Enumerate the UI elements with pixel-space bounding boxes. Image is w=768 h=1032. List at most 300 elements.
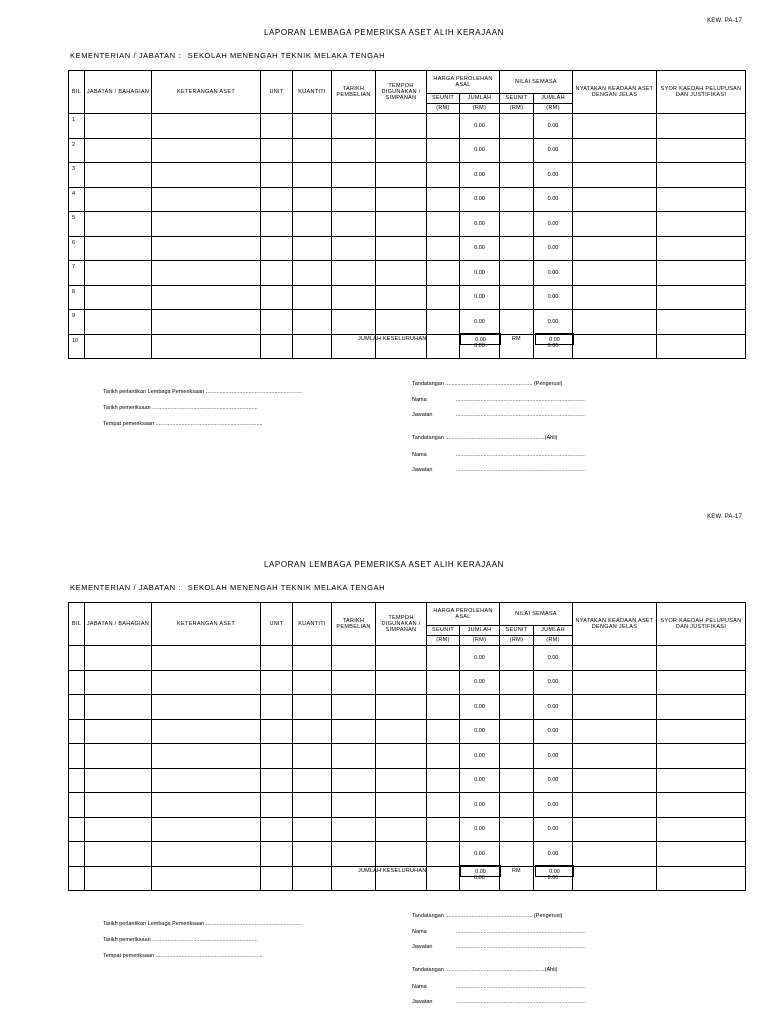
form-page-1 bbox=[0, 0, 768, 500]
form-page-2 bbox=[0, 514, 768, 1032]
cell-jabatan[interactable] bbox=[85, 768, 152, 793]
cell-nilai-seunit[interactable] bbox=[500, 310, 534, 335]
ministry-line bbox=[70, 583, 385, 592]
nama-label: Nama bbox=[412, 452, 427, 458]
cell-unit[interactable] bbox=[261, 695, 293, 720]
cell-keterangan[interactable] bbox=[152, 793, 261, 818]
cell-keterangan[interactable] bbox=[152, 187, 261, 212]
cell-tarikh[interactable] bbox=[332, 163, 376, 188]
cell-nyatakan[interactable] bbox=[573, 138, 657, 163]
tarikh-pemeriksaan: Tarikh pemeriksaan ..................................................................... bbox=[103, 937, 258, 943]
cell-jabatan[interactable] bbox=[85, 817, 152, 842]
col-tarikh: TARIKH PEMBELIAN bbox=[332, 71, 376, 114]
cell-tarikh[interactable] bbox=[332, 768, 376, 793]
cell-nilai-jumlah[interactable]: 0.00 bbox=[534, 138, 573, 163]
cell-nilai-seunit[interactable] bbox=[500, 187, 534, 212]
cell-jabatan[interactable] bbox=[85, 212, 152, 237]
cell-tempoh[interactable] bbox=[376, 793, 427, 818]
cell-bil[interactable]: 6 bbox=[69, 236, 85, 261]
cell-nyatakan[interactable] bbox=[573, 163, 657, 188]
cell-harga-seunit[interactable] bbox=[427, 744, 460, 769]
cell-tarikh[interactable] bbox=[332, 285, 376, 310]
cell-syor[interactable] bbox=[657, 670, 746, 695]
col-rm: (RM) bbox=[460, 104, 500, 114]
cell-nilai-jumlah[interactable]: 0.00 bbox=[534, 744, 573, 769]
nama-line: ..................................................................................... bbox=[456, 984, 586, 990]
cell-harga-seunit[interactable] bbox=[427, 817, 460, 842]
col-rm: (RM) bbox=[500, 636, 534, 646]
cell-kuantiti[interactable] bbox=[293, 842, 332, 867]
cell-nilai-seunit[interactable] bbox=[500, 744, 534, 769]
jawatan-line: ..................................................................................... bbox=[456, 944, 586, 950]
cell-nilai-seunit[interactable] bbox=[500, 719, 534, 744]
cell-harga-jumlah[interactable]: 0.00 bbox=[460, 866, 500, 891]
cell-tempoh[interactable] bbox=[376, 817, 427, 842]
cell-bil[interactable] bbox=[69, 817, 85, 842]
cell-unit[interactable] bbox=[261, 817, 293, 842]
cell-bil[interactable] bbox=[69, 695, 85, 720]
cell-nyatakan[interactable] bbox=[573, 285, 657, 310]
cell-harga-jumlah[interactable]: 0.00 bbox=[460, 236, 500, 261]
asset-table bbox=[68, 602, 746, 891]
cell-jabatan[interactable] bbox=[85, 285, 152, 310]
cell-bil[interactable]: 1 bbox=[69, 114, 85, 139]
cell-syor[interactable] bbox=[657, 212, 746, 237]
col-rm: (RM) bbox=[460, 636, 500, 646]
cell-nyatakan[interactable] bbox=[573, 114, 657, 139]
cell-bil[interactable] bbox=[69, 719, 85, 744]
cell-nilai-seunit[interactable] bbox=[500, 114, 534, 139]
cell-nilai-jumlah[interactable]: 0.00 bbox=[534, 646, 573, 671]
col-bil: BIL bbox=[69, 71, 85, 114]
form-title: LAPORAN LEMBAGA PEMERIKSA ASET ALIH KERAJAAN bbox=[263, 560, 505, 569]
cell-unit[interactable] bbox=[261, 793, 293, 818]
cell-keterangan[interactable] bbox=[152, 670, 261, 695]
cell-jabatan[interactable] bbox=[85, 138, 152, 163]
cell-nilai-jumlah[interactable]: 0.00 bbox=[534, 866, 573, 891]
cell-nilai-jumlah[interactable]: 0.00 bbox=[534, 670, 573, 695]
cell-harga-jumlah[interactable]: 0.00 bbox=[460, 261, 500, 286]
cell-harga-seunit[interactable] bbox=[427, 138, 460, 163]
cell-jabatan[interactable] bbox=[85, 744, 152, 769]
cell-tarikh[interactable] bbox=[332, 187, 376, 212]
cell-tempoh[interactable] bbox=[376, 719, 427, 744]
col-jabatan: JABATAN / BAHAGIAN bbox=[85, 603, 152, 646]
cell-harga-seunit[interactable] bbox=[427, 285, 460, 310]
cell-harga-seunit[interactable] bbox=[427, 768, 460, 793]
cell-unit[interactable] bbox=[261, 719, 293, 744]
cell-harga-seunit[interactable] bbox=[427, 236, 460, 261]
cell-harga-jumlah[interactable]: 0.00 bbox=[460, 646, 500, 671]
cell-tarikh[interactable] bbox=[332, 719, 376, 744]
cell-unit[interactable] bbox=[261, 261, 293, 286]
col-kuantiti: KUANTITI bbox=[293, 71, 332, 114]
cell-kuantiti[interactable] bbox=[293, 695, 332, 720]
ministry-line bbox=[70, 51, 385, 60]
cell-tempoh[interactable] bbox=[376, 695, 427, 720]
cell-nyatakan[interactable] bbox=[573, 744, 657, 769]
total-harga: 0.00 bbox=[460, 333, 501, 345]
cell-kuantiti[interactable] bbox=[293, 138, 332, 163]
tempat-pemeriksaan: Tempat pemeriksaan ...................................................................... bbox=[103, 421, 263, 427]
cell-tempoh[interactable] bbox=[376, 138, 427, 163]
cell-syor[interactable] bbox=[657, 842, 746, 867]
cell-kuantiti[interactable] bbox=[293, 285, 332, 310]
cell-nyatakan[interactable] bbox=[573, 768, 657, 793]
cell-bil[interactable]: 4 bbox=[69, 187, 85, 212]
cell-bil[interactable]: 7 bbox=[69, 261, 85, 286]
cell-bil[interactable]: 5 bbox=[69, 212, 85, 237]
cell-jabatan[interactable] bbox=[85, 646, 152, 671]
cell-nilai-seunit[interactable] bbox=[500, 138, 534, 163]
tarikh-perlantikan: Tarikh perlantikan Lembaga Pemeriksaan ............................................................... bbox=[103, 389, 302, 395]
cell-syor[interactable] bbox=[657, 744, 746, 769]
nama-line: ..................................................................................... bbox=[456, 397, 586, 403]
cell-tempoh[interactable] bbox=[376, 744, 427, 769]
cell-harga-jumlah[interactable]: 0.00 bbox=[460, 334, 500, 359]
cell-tempoh[interactable] bbox=[376, 842, 427, 867]
cell-keterangan[interactable] bbox=[152, 768, 261, 793]
cell-nilai-seunit[interactable] bbox=[500, 670, 534, 695]
jawatan-line: ..................................................................................... bbox=[456, 412, 586, 418]
cell-unit[interactable] bbox=[261, 744, 293, 769]
nama-label: Nama bbox=[412, 984, 427, 990]
nama-line: ..................................................................................... bbox=[456, 929, 586, 935]
cell-keterangan[interactable] bbox=[152, 163, 261, 188]
cell-tempoh[interactable] bbox=[376, 768, 427, 793]
cell-keterangan[interactable] bbox=[152, 842, 261, 867]
cell-bil[interactable]: 10 bbox=[69, 334, 85, 359]
table-row bbox=[69, 236, 746, 261]
cell-tempoh[interactable] bbox=[376, 212, 427, 237]
cell-nyatakan[interactable] bbox=[573, 670, 657, 695]
cell-tarikh[interactable] bbox=[332, 793, 376, 818]
cell-nyatakan[interactable] bbox=[573, 842, 657, 867]
cell-unit[interactable] bbox=[261, 236, 293, 261]
cell-tarikh[interactable] bbox=[332, 744, 376, 769]
table-row bbox=[69, 261, 746, 286]
cell-syor[interactable] bbox=[657, 261, 746, 286]
form-ref: KEW. PA-17 bbox=[707, 18, 742, 24]
cell-harga-seunit[interactable] bbox=[427, 212, 460, 237]
cell-nyatakan[interactable] bbox=[573, 236, 657, 261]
cell-nilai-seunit[interactable] bbox=[500, 768, 534, 793]
cell-harga-jumlah[interactable]: 0.00 bbox=[460, 793, 500, 818]
asset-table bbox=[68, 70, 746, 359]
cell-syor[interactable] bbox=[657, 236, 746, 261]
cell-nilai-jumlah[interactable]: 0.00 bbox=[534, 334, 573, 359]
cell-unit[interactable] bbox=[261, 285, 293, 310]
cell-keterangan[interactable] bbox=[152, 261, 261, 286]
cell-nilai-jumlah[interactable]: 0.00 bbox=[534, 695, 573, 720]
cell-harga-seunit[interactable] bbox=[427, 719, 460, 744]
cell-nyatakan[interactable] bbox=[573, 646, 657, 671]
jawatan-label: Jawatan bbox=[412, 999, 433, 1005]
cell-nilai-jumlah[interactable]: 0.00 bbox=[534, 793, 573, 818]
table-row bbox=[69, 285, 746, 310]
cell-syor[interactable] bbox=[657, 138, 746, 163]
cell-jabatan[interactable] bbox=[85, 310, 152, 335]
cell-jabatan[interactable] bbox=[85, 719, 152, 744]
cell-tarikh[interactable] bbox=[332, 236, 376, 261]
cell-jabatan[interactable] bbox=[85, 842, 152, 867]
cell-kuantiti[interactable] bbox=[293, 261, 332, 286]
table-row bbox=[69, 163, 746, 188]
cell-kuantiti[interactable] bbox=[293, 670, 332, 695]
cell-kuantiti[interactable] bbox=[293, 817, 332, 842]
cell-kuantiti[interactable] bbox=[293, 187, 332, 212]
form-ref: KEW. PA-17 bbox=[707, 514, 742, 520]
cell-syor[interactable] bbox=[657, 695, 746, 720]
cell-nilai-jumlah[interactable]: 0.00 bbox=[534, 285, 573, 310]
cell-bil[interactable] bbox=[69, 768, 85, 793]
cell-nilai-jumlah[interactable]: 0.00 bbox=[534, 187, 573, 212]
cell-keterangan[interactable] bbox=[152, 114, 261, 139]
cell-kuantiti[interactable] bbox=[293, 236, 332, 261]
cell-nilai-seunit[interactable] bbox=[500, 695, 534, 720]
cell-syor[interactable] bbox=[657, 114, 746, 139]
cell-harga-jumlah[interactable]: 0.00 bbox=[460, 187, 500, 212]
cell-harga-seunit[interactable] bbox=[427, 310, 460, 335]
col-tempoh: TEMPOH DIGUNAKAN / SIMPANAN bbox=[376, 603, 427, 646]
cell-harga-jumlah[interactable]: 0.00 bbox=[460, 719, 500, 744]
cell-kuantiti[interactable] bbox=[293, 744, 332, 769]
cell-nilai-seunit[interactable] bbox=[500, 236, 534, 261]
cell-harga-jumlah[interactable]: 0.00 bbox=[460, 670, 500, 695]
cell-tarikh[interactable] bbox=[332, 310, 376, 335]
cell-tarikh[interactable] bbox=[332, 114, 376, 139]
cell-nilai-seunit[interactable] bbox=[500, 163, 534, 188]
cell-harga-jumlah[interactable]: 0.00 bbox=[460, 114, 500, 139]
cell-kuantiti[interactable] bbox=[293, 212, 332, 237]
tarikh-perlantikan: Tarikh perlantikan Lembaga Pemeriksaan ............................................................... bbox=[103, 921, 302, 927]
cell-harga-seunit[interactable] bbox=[427, 187, 460, 212]
cell-nyatakan[interactable] bbox=[573, 212, 657, 237]
cell-tarikh[interactable] bbox=[332, 261, 376, 286]
cell-kuantiti[interactable] bbox=[293, 646, 332, 671]
ministry-value: SEKOLAH MENENGAH TEKNIK MELAKA TENGAH bbox=[187, 51, 386, 60]
table-row bbox=[69, 670, 746, 695]
cell-kuantiti[interactable] bbox=[293, 114, 332, 139]
col-tempoh: TEMPOH DIGUNAKAN / SIMPANAN bbox=[376, 71, 427, 114]
cell-nilai-jumlah[interactable]: 0.00 bbox=[534, 163, 573, 188]
cell-harga-seunit[interactable] bbox=[427, 114, 460, 139]
cell-nilai-jumlah[interactable]: 0.00 bbox=[534, 310, 573, 335]
col-syor: SYOR KAEDAH PELUPUSAN DAN JUSTIFIKASI bbox=[657, 603, 746, 646]
cell-nyatakan[interactable] bbox=[573, 310, 657, 335]
cell-harga-jumlah[interactable]: 0.00 bbox=[460, 695, 500, 720]
cell-tempoh[interactable] bbox=[376, 163, 427, 188]
cell-harga-jumlah[interactable]: 0.00 bbox=[460, 212, 500, 237]
cell-nilai-seunit[interactable] bbox=[500, 646, 534, 671]
cell-jabatan[interactable] bbox=[85, 187, 152, 212]
cell-unit[interactable] bbox=[261, 212, 293, 237]
cell-unit[interactable] bbox=[261, 670, 293, 695]
cell-nilai-seunit[interactable] bbox=[500, 842, 534, 867]
cell-jabatan[interactable] bbox=[85, 261, 152, 286]
cell-kuantiti[interactable] bbox=[293, 793, 332, 818]
cell-harga-seunit[interactable] bbox=[427, 695, 460, 720]
cell-tarikh[interactable] bbox=[332, 670, 376, 695]
cell-bil[interactable] bbox=[69, 793, 85, 818]
cell-unit[interactable] bbox=[261, 646, 293, 671]
cell-harga-seunit[interactable] bbox=[427, 163, 460, 188]
cell-nyatakan[interactable] bbox=[573, 793, 657, 818]
cell-bil[interactable] bbox=[69, 842, 85, 867]
totals-row bbox=[0, 865, 768, 879]
cell-nyatakan[interactable] bbox=[573, 261, 657, 286]
cell-syor[interactable] bbox=[657, 817, 746, 842]
cell-nilai-seunit[interactable] bbox=[500, 212, 534, 237]
cell-keterangan[interactable] bbox=[152, 285, 261, 310]
col-tarikh: TARIKH PEMBELIAN bbox=[332, 603, 376, 646]
cell-harga-jumlah[interactable]: 0.00 bbox=[460, 817, 500, 842]
cell-nilai-seunit[interactable] bbox=[500, 817, 534, 842]
cell-keterangan[interactable] bbox=[152, 695, 261, 720]
cell-nilai-jumlah[interactable]: 0.00 bbox=[534, 261, 573, 286]
cell-harga-seunit[interactable] bbox=[427, 670, 460, 695]
col-harga: HARGA PEROLEHAN ASAL bbox=[427, 71, 500, 94]
cell-kuantiti[interactable] bbox=[293, 719, 332, 744]
total-rm: RM bbox=[512, 336, 521, 342]
cell-jabatan[interactable] bbox=[85, 114, 152, 139]
cell-tarikh[interactable] bbox=[332, 138, 376, 163]
cell-keterangan[interactable] bbox=[152, 817, 261, 842]
cell-syor[interactable] bbox=[657, 163, 746, 188]
cell-tempoh[interactable] bbox=[376, 646, 427, 671]
cell-syor[interactable] bbox=[657, 285, 746, 310]
cell-unit[interactable] bbox=[261, 114, 293, 139]
cell-bil[interactable]: 9 bbox=[69, 310, 85, 335]
cell-nilai-jumlah[interactable]: 0.00 bbox=[534, 842, 573, 867]
cell-keterangan[interactable] bbox=[152, 310, 261, 335]
cell-tempoh[interactable] bbox=[376, 236, 427, 261]
cell-nyatakan[interactable] bbox=[573, 817, 657, 842]
col-kuantiti: KUANTITI bbox=[293, 603, 332, 646]
cell-nilai-jumlah[interactable]: 0.00 bbox=[534, 114, 573, 139]
total-nilai: 0.00 bbox=[535, 865, 574, 877]
total-harga: 0.00 bbox=[460, 865, 501, 877]
cell-nyatakan[interactable] bbox=[573, 695, 657, 720]
cell-bil[interactable] bbox=[69, 670, 85, 695]
cell-tempoh[interactable] bbox=[376, 670, 427, 695]
col-unit: UNIT bbox=[261, 603, 293, 646]
cell-nilai-jumlah[interactable]: 0.00 bbox=[534, 236, 573, 261]
cell-keterangan[interactable] bbox=[152, 236, 261, 261]
cell-nilai-seunit[interactable] bbox=[500, 285, 534, 310]
cell-tempoh[interactable] bbox=[376, 114, 427, 139]
cell-kuantiti[interactable] bbox=[293, 163, 332, 188]
total-label: JUMLAH KESELURUHAN bbox=[358, 336, 427, 342]
cell-unit[interactable] bbox=[261, 842, 293, 867]
cell-tarikh[interactable] bbox=[332, 646, 376, 671]
cell-syor[interactable] bbox=[657, 187, 746, 212]
cell-tempoh[interactable] bbox=[376, 285, 427, 310]
cell-harga-seunit[interactable] bbox=[427, 793, 460, 818]
cell-harga-jumlah[interactable]: 0.00 bbox=[460, 163, 500, 188]
cell-unit[interactable] bbox=[261, 163, 293, 188]
cell-bil[interactable]: 2 bbox=[69, 138, 85, 163]
col-harga-jumlah: JUMLAH bbox=[460, 626, 500, 636]
col-rm: (RM) bbox=[427, 636, 460, 646]
ministry-value: SEKOLAH MENENGAH TEKNIK MELAKA TENGAH bbox=[187, 583, 386, 592]
col-nilai: NILAI SEMASA bbox=[500, 603, 573, 626]
cell-jabatan[interactable] bbox=[85, 236, 152, 261]
cell-nilai-jumlah[interactable]: 0.00 bbox=[534, 719, 573, 744]
cell-syor[interactable] bbox=[657, 719, 746, 744]
cell-syor[interactable] bbox=[657, 768, 746, 793]
cell-tempoh[interactable] bbox=[376, 310, 427, 335]
cell-keterangan[interactable] bbox=[152, 138, 261, 163]
cell-tarikh[interactable] bbox=[332, 842, 376, 867]
total-rm: RM bbox=[512, 868, 521, 874]
cell-harga-jumlah[interactable]: 0.00 bbox=[460, 310, 500, 335]
cell-keterangan[interactable] bbox=[152, 212, 261, 237]
cell-bil[interactable] bbox=[69, 744, 85, 769]
cell-harga-jumlah[interactable]: 0.00 bbox=[460, 138, 500, 163]
cell-harga-seunit[interactable] bbox=[427, 842, 460, 867]
cell-bil[interactable]: 3 bbox=[69, 163, 85, 188]
cell-tarikh[interactable] bbox=[332, 695, 376, 720]
cell-harga-jumlah[interactable]: 0.00 bbox=[460, 842, 500, 867]
cell-jabatan[interactable] bbox=[85, 670, 152, 695]
cell-nyatakan[interactable] bbox=[573, 187, 657, 212]
tandatangan-ahli: Tandatangan .................................................................(Ahli) bbox=[412, 435, 558, 441]
cell-syor[interactable] bbox=[657, 793, 746, 818]
cell-harga-seunit[interactable] bbox=[427, 261, 460, 286]
col-harga: HARGA PEROLEHAN ASAL bbox=[427, 603, 500, 626]
table-row bbox=[69, 212, 746, 237]
cell-syor[interactable] bbox=[657, 310, 746, 335]
cell-unit[interactable] bbox=[261, 187, 293, 212]
cell-kuantiti[interactable] bbox=[293, 310, 332, 335]
table-row bbox=[69, 187, 746, 212]
cell-jabatan[interactable] bbox=[85, 163, 152, 188]
cell-bil[interactable] bbox=[69, 646, 85, 671]
cell-keterangan[interactable] bbox=[152, 719, 261, 744]
cell-harga-jumlah[interactable]: 0.00 bbox=[460, 744, 500, 769]
cell-jabatan[interactable] bbox=[85, 695, 152, 720]
cell-tarikh[interactable] bbox=[332, 212, 376, 237]
cell-nilai-jumlah[interactable]: 0.00 bbox=[534, 817, 573, 842]
cell-nilai-seunit[interactable] bbox=[500, 261, 534, 286]
cell-bil[interactable]: 8 bbox=[69, 285, 85, 310]
cell-tarikh[interactable] bbox=[332, 817, 376, 842]
cell-harga-jumlah[interactable]: 0.00 bbox=[460, 768, 500, 793]
cell-tempoh[interactable] bbox=[376, 261, 427, 286]
col-nyatakan: NYATAKAN KEADAAN ASET DENGAN JELAS bbox=[573, 603, 657, 646]
cell-keterangan[interactable] bbox=[152, 744, 261, 769]
tandatangan-ahli: Tandatangan .................................................................(Ahli) bbox=[412, 967, 558, 973]
cell-nyatakan[interactable] bbox=[573, 719, 657, 744]
cell-nilai-jumlah[interactable]: 0.00 bbox=[534, 768, 573, 793]
cell-kuantiti[interactable] bbox=[293, 768, 332, 793]
cell-unit[interactable] bbox=[261, 138, 293, 163]
cell-harga-seunit[interactable] bbox=[427, 646, 460, 671]
cell-nilai-seunit[interactable] bbox=[500, 793, 534, 818]
nama-label: Nama bbox=[412, 929, 427, 935]
cell-nilai-jumlah[interactable]: 0.00 bbox=[534, 212, 573, 237]
cell-unit[interactable] bbox=[261, 768, 293, 793]
cell-jabatan[interactable] bbox=[85, 793, 152, 818]
table-row bbox=[69, 719, 746, 744]
cell-unit[interactable] bbox=[261, 310, 293, 335]
cell-tempoh[interactable] bbox=[376, 187, 427, 212]
cell-harga-jumlah[interactable]: 0.00 bbox=[460, 285, 500, 310]
cell-keterangan[interactable] bbox=[152, 646, 261, 671]
cell-syor[interactable] bbox=[657, 646, 746, 671]
col-nilai-seunit: SEUNIT bbox=[500, 626, 534, 636]
